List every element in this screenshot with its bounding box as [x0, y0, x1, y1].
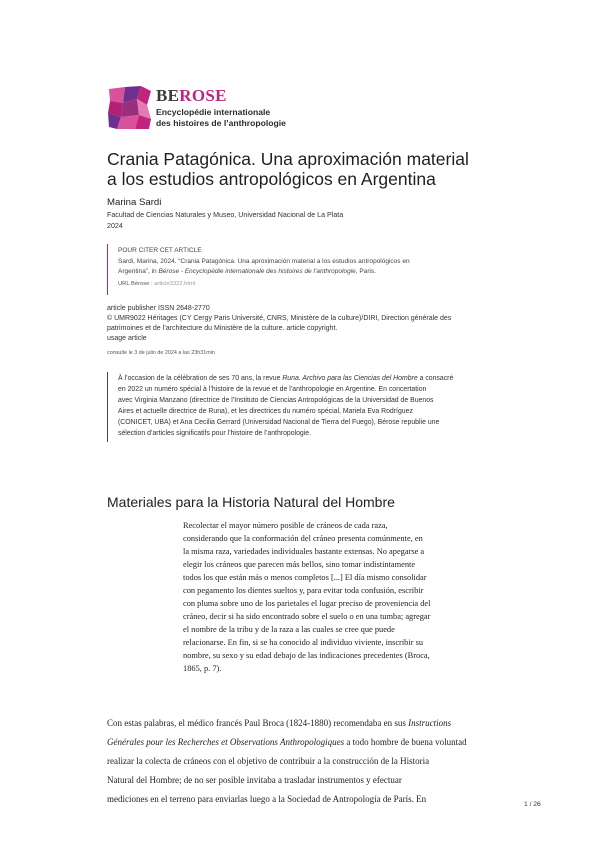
usage-line: usage article [107, 335, 147, 342]
notice-divider [107, 372, 108, 442]
quote-line: todos los que están más o menos completos [...] El día mismo consolidar [183, 573, 427, 582]
rights-line2: patrimoines et de l’architecture du Ministère de la culture. article copyright. [107, 325, 338, 332]
author-affiliation: Facultad de Ciencias Naturales y Museo, Universidad Nacional de La Plata [107, 211, 344, 219]
article-title-line1: Crania Patagónica. Una aproximación material [107, 149, 469, 169]
notice-line2: en 2022 un numéro spécial à l’histoire de la revue et de l’anthropologie en Argentine. En concertation [118, 386, 427, 393]
notice-line1: À l’occasion de la célébration de ses 70 ans, la revue Runa. Archivo para las Ciencias del Hombre a consacré [118, 375, 454, 382]
quote-line: Recolectar el mayor número posible de cráneos de cada raza, [183, 521, 388, 530]
brand-subtitle-line1: Encyclopédie internationale [156, 107, 271, 117]
quote-line: considerando que la conformación del cráneo presenta comúnmente, en [183, 534, 423, 543]
body-line5: mediciones en el terreno para enviarlas luego a la Sociedad de Antropología de París. En [107, 794, 427, 804]
citation-heading: POUR CITER CET ARTICLE [118, 247, 202, 254]
body-line1: Con estas palabras, el médico francés Paul Broca (1824-1880) recomendaba en sus Instructions [107, 718, 452, 728]
citation-url: URL Bérose : article3322.html [118, 281, 196, 287]
quote-line: con pegamento los dientes sueltos y, para evitar toda confusión, escribir [183, 586, 424, 595]
notice-line5: (CONICET, UBA) et Ana Cecilia Gerrard (Universidad Nacional de Tierra del Fuego), Bérose republie une [118, 419, 440, 426]
quote-line: la misma raza, variedades individuales bastante extensas. No apegarse a [183, 547, 425, 556]
citation-line1: Sardi, Marina, 2024. “Crania Patagónica. Una aproximación material a los estudios antropológicos en [118, 258, 410, 265]
body-line4: Natural del Hombre; de no ser posible invitaba a trasladar instrumentos y efectuar [107, 775, 402, 785]
notice-line6: sélection d’articles significatifs pour l’histoire de l’anthropologie. [118, 430, 312, 437]
quote-line: nombre, su sexo y su edad debajo de las indicaciones precedentes (Broca, [183, 651, 430, 660]
issn-line: article publisher ISSN 2648-2770 [107, 305, 210, 312]
article-year: 2024 [107, 222, 123, 230]
notice-line4: Aires et actuelle directrice de Runa), et les directrices du numéro spécial, Mariela Eva Rodríguez [118, 408, 413, 415]
body-line2: Générales pour les Recherches et Observations Anthropologiques a todo hombre de buena voluntad [107, 737, 467, 747]
rights-line1: © UMR9022 Héritages (CY Cergy Paris Université, CNRS, Ministère de la culture)/DIRI, Direction générale des [107, 315, 452, 322]
consulted-date: consulte le 3 de julio de 2024 a las 23h31min [107, 350, 215, 356]
section-heading: Materiales para la Historia Natural del Hombre [107, 494, 395, 510]
quote-line: elegir los cráneos que parecen más bellos, sino tomar indistintamente [183, 560, 416, 569]
quote-line: el nombre de la tribu y de la raza a las cuales se cree que puede [183, 625, 395, 634]
article-title-line2: a los estudios antropológicos en Argentina [107, 169, 436, 189]
brand-subtitle-line2: des histoires de l’anthropologie [156, 118, 286, 128]
notice-line3: avec Virginia Manzano (directrice de l’Instituto de Ciencias Antropológicas de la Universidad de Buenos [118, 397, 434, 404]
body-line3: realizar la colecta de cráneos con el objetivo de contribuir a la construcción de la Historia [107, 756, 430, 766]
quote-line: relacionarse. En fin, si se ha conocido al individuo viviente, inscribir su [183, 638, 424, 647]
quote-line: 1865, p. 7). [183, 664, 222, 673]
quote-line: con pluma sobre uno de los parietales el lugar preciso de proveniencia del [183, 599, 431, 608]
citation-url-link[interactable]: article3322.html [154, 281, 196, 287]
brand-name: BEROSE [156, 86, 227, 105]
citation-line2: Argentina”, in Bérose - Encyclopédie internationale des histoires de l’anthropologie, Paris. [118, 268, 376, 275]
author-name: Marina Sardi [107, 197, 162, 208]
page-number: 1 / 26 [524, 801, 541, 808]
quote-line: cráneo, decir si ha sido encontrado sobre el suelo o en una tumba; agregar [183, 612, 431, 621]
berose-logo-icon [107, 85, 153, 131]
